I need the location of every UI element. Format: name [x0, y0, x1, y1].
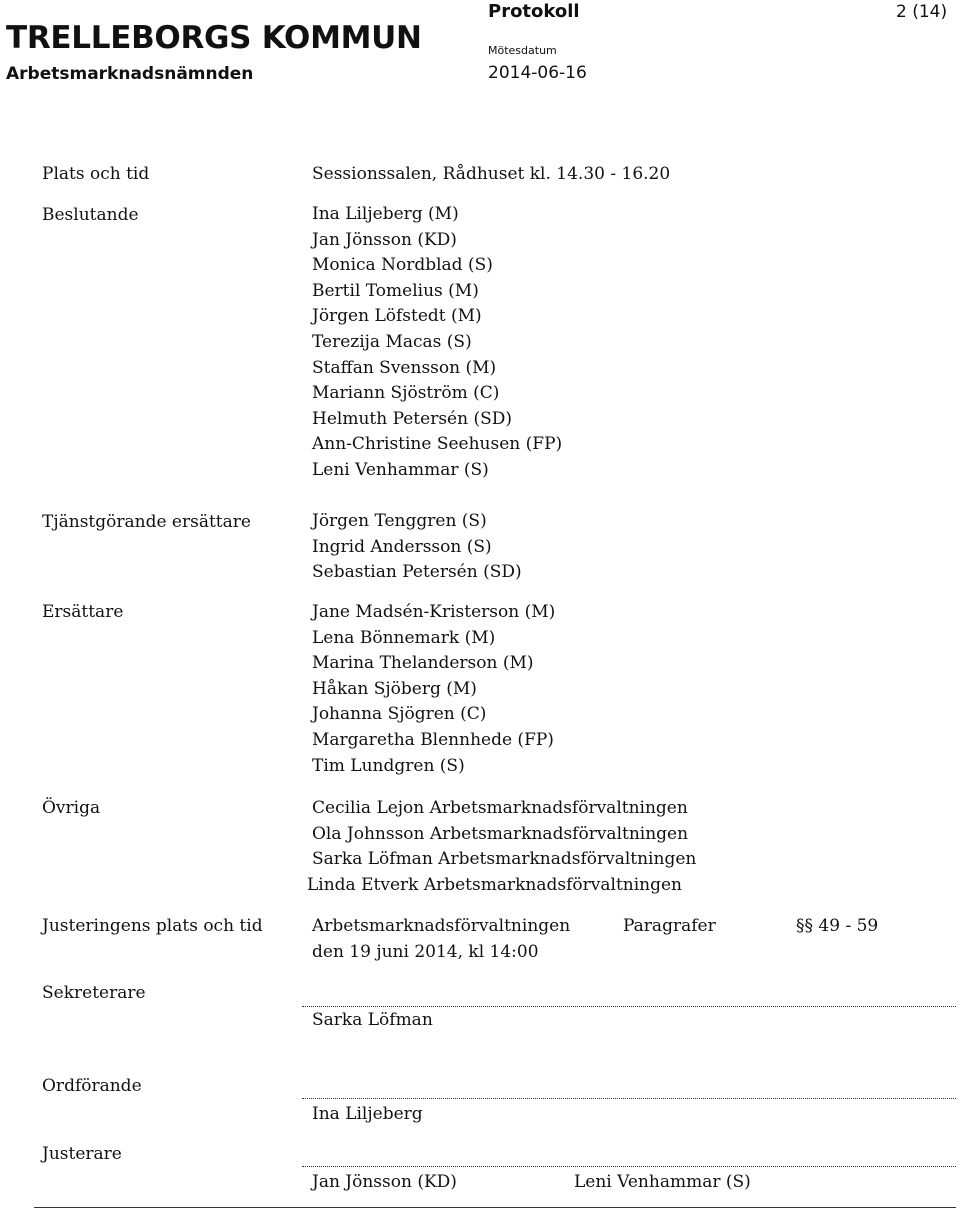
chair-signature-line	[302, 1098, 956, 1099]
list-item: Jane Madsén-Kristerson (M)	[312, 602, 556, 622]
list-item: Sebastian Petersén (SD)	[312, 562, 522, 583]
page-number: 2 (14)	[896, 2, 948, 22]
department-name: Arbetsmarknadsnämnden	[6, 64, 254, 84]
list-item: Ina Liljeberg (M)	[312, 204, 459, 224]
place-label: Plats och tid	[42, 164, 150, 184]
list-item: Johanna Sjögren (C)	[312, 704, 487, 725]
document-type: Protokoll	[488, 1, 580, 22]
list-item: Terezija Macas (S)	[312, 331, 472, 352]
list-item: Marina Thelanderson (M)	[312, 653, 534, 674]
list-item: Staffan Svensson (M)	[312, 357, 497, 378]
list-item: Lena Bönnemark (M)	[312, 627, 496, 648]
list-item: Mariann Sjöström (C)	[312, 383, 500, 404]
paragraphs-value: §§ 49 - 59	[796, 916, 879, 936]
justering-label: Justeringens plats och tid	[42, 916, 263, 936]
list-item: Sarka Löfman Arbetsmarknadsförvaltningen	[312, 849, 697, 870]
ersattare-label: Ersättare	[42, 602, 124, 622]
list-item: Margaretha Blennhede (FP)	[312, 729, 554, 750]
adjuster-label: Justerare	[42, 1144, 122, 1164]
list-item: Monica Nordblad (S)	[312, 255, 493, 276]
paragraphs-label: Paragrafer	[623, 916, 716, 936]
list-item: Ann-Christine Seehusen (FP)	[312, 434, 563, 455]
justering-place: Arbetsmarknadsförvaltningen	[312, 916, 571, 936]
list-item: Helmuth Petersén (SD)	[312, 408, 513, 429]
list-item: Ola Johnsson Arbetsmarknadsförvaltningen	[312, 823, 689, 844]
secretary-label: Sekreterare	[42, 983, 146, 1003]
adjuster-name-1: Jan Jönsson (KD)	[312, 1172, 457, 1192]
list-item: Ingrid Andersson (S)	[312, 536, 492, 557]
secretary-signature-line	[302, 1006, 956, 1007]
list-item: Bertil Tomelius (M)	[312, 280, 479, 301]
secretary-name: Sarka Löfman	[312, 1010, 433, 1030]
chair-label: Ordförande	[42, 1076, 142, 1096]
tjanstgorande-list	[312, 509, 522, 586]
adjuster-name-2: Leni Venhammar (S)	[574, 1172, 751, 1192]
list-item: Linda Etverk Arbetsmarknadsförvaltningen	[307, 874, 682, 895]
beslutande-label: Beslutande	[42, 205, 139, 225]
ersattare-list	[312, 600, 555, 779]
list-item: Jan Jönsson (KD)	[312, 229, 457, 250]
adjuster-signature-line	[302, 1166, 956, 1167]
list-item: Jörgen Tenggren (S)	[312, 511, 487, 531]
place-value: Sessionssalen, Rådhuset kl. 14.30 - 16.20	[312, 164, 671, 184]
list-item: Tim Lundgren (S)	[312, 755, 465, 776]
organization-name: TRELLEBORGS KOMMUN	[6, 20, 422, 56]
chair-name: Ina Liljeberg	[312, 1104, 423, 1124]
beslutande-list	[312, 202, 562, 484]
justering-time: den 19 juni 2014, kl 14:00	[312, 942, 539, 962]
list-item: Jörgen Löfstedt (M)	[312, 306, 482, 327]
list-item: Håkan Sjöberg (M)	[312, 678, 477, 699]
list-item: Leni Venhammar (S)	[312, 459, 489, 480]
meeting-date: 2014-06-16	[488, 63, 587, 83]
tjanstgorande-label: Tjänstgörande ersättare	[42, 512, 251, 532]
list-item: Cecilia Lejon Arbetsmarknadsförvaltningen	[312, 798, 688, 818]
bottom-rule	[34, 1207, 956, 1208]
ovriga-label: Övriga	[42, 798, 101, 818]
ovriga-list	[307, 796, 697, 898]
meeting-date-label: Mötesdatum	[488, 44, 557, 57]
